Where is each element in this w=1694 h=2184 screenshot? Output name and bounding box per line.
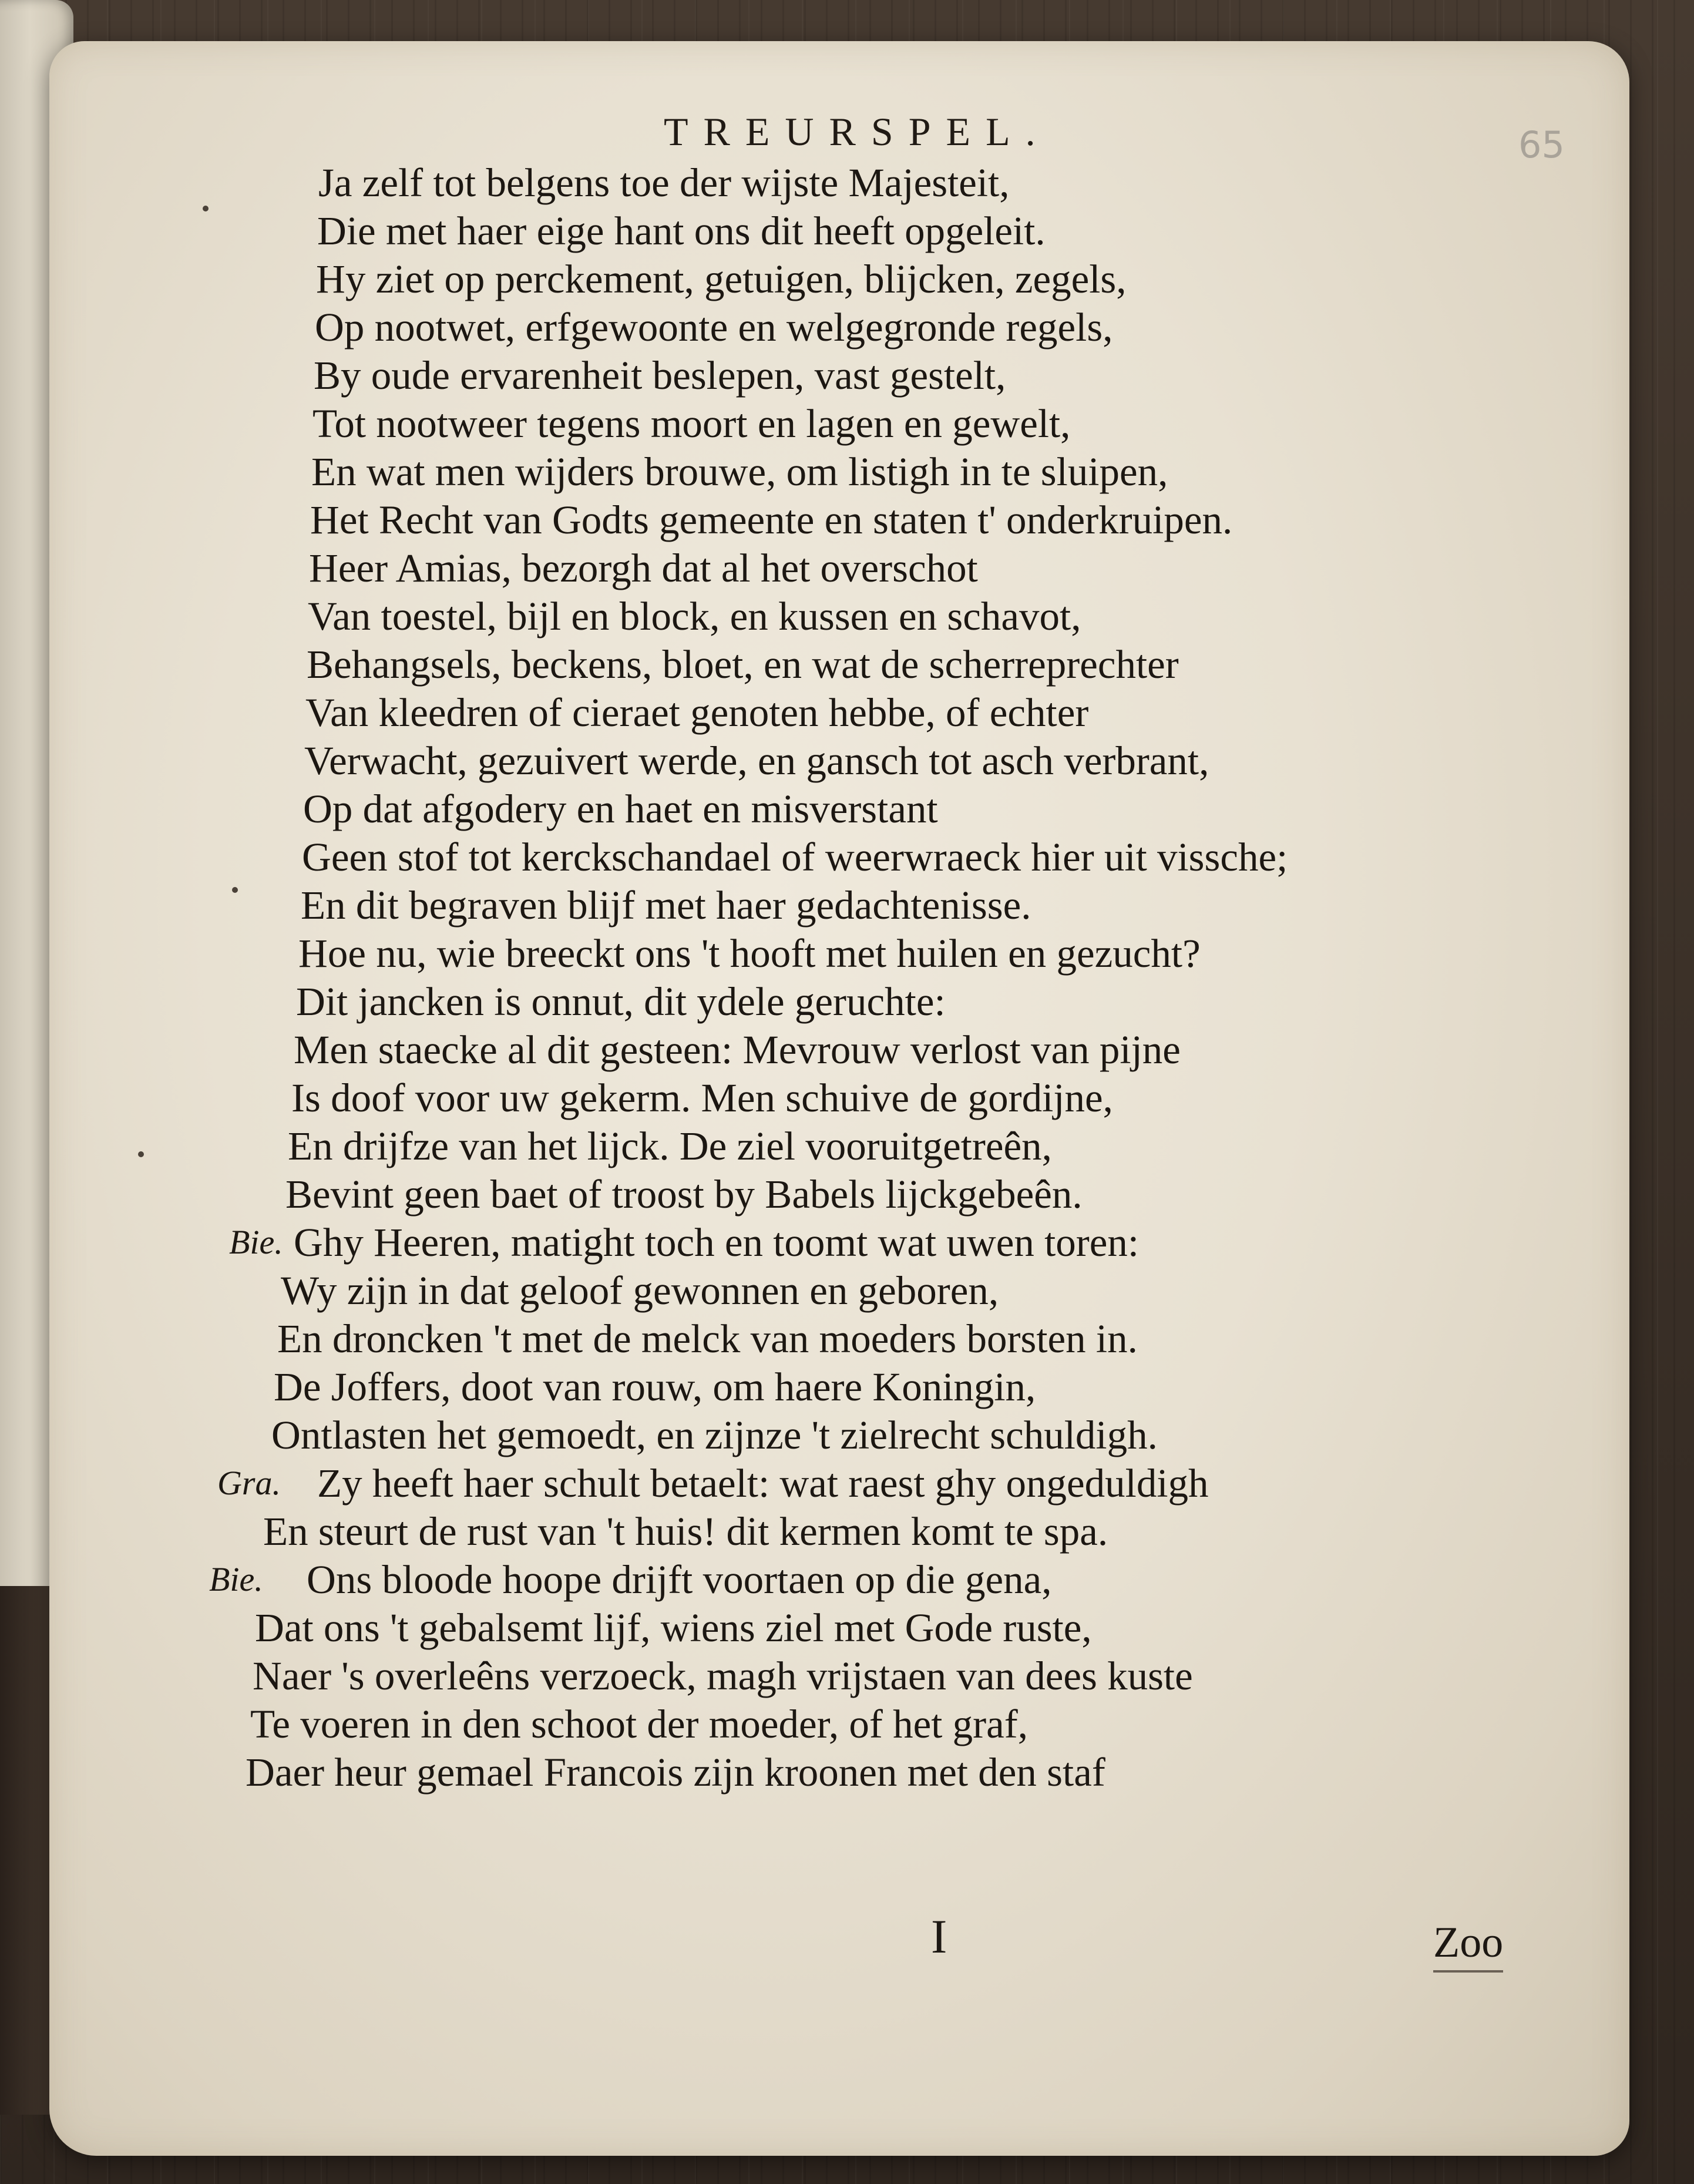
- verse-line: En drijfze van het lijck. De ziel vooruitgetreên,: [288, 1124, 1052, 1168]
- verse-line: En droncken 't met de melck van moeders borsten in.: [277, 1316, 1138, 1361]
- verse-line: Geen stof tot kerckschandael of weerwraeck hier uit vissche;: [302, 835, 1288, 879]
- verse-line: Verwacht, gezuivert werde, en gansch tot asch verbrant,: [304, 738, 1209, 783]
- verse-line: Men staecke al dit gesteen: Mevrouw verlost van pijne: [294, 1027, 1181, 1072]
- signature-mark: I: [931, 1910, 947, 1963]
- pencil-page-number: 65: [1518, 123, 1565, 166]
- verse-line: Daer heur gemael Francois zijn kroonen met den staf: [246, 1750, 1105, 1795]
- verse-line: Heer Amias, bezorgh dat al het overschot: [309, 546, 978, 590]
- verse-line: Ontlasten het gemoedt, en zijnze 't zielrecht schuldigh.: [271, 1413, 1158, 1457]
- verse-line: En dit begraven blijf met haer gedachtenisse.: [301, 883, 1031, 928]
- running-head: TREURSPEL.: [664, 109, 1051, 154]
- verse-line: Dat ons 't gebalsemt lijf, wiens ziel met Gode ruste,: [255, 1605, 1092, 1650]
- margin-spot: [203, 206, 209, 211]
- verse-line: De Joffers, doot van rouw, om haere Koningin,: [274, 1365, 1036, 1409]
- verse-line: Die met haer eige hant ons dit heeft opgeleit.: [317, 209, 1046, 253]
- verse-line: Ja zelf tot belgens toe der wijste Majesteit,: [318, 160, 1010, 205]
- verse-line: Ghy Heeren, matight toch en toomt wat uwen toren:: [294, 1220, 1140, 1265]
- verse-line: Op dat afgodery en haet en misverstant: [303, 787, 938, 831]
- verse-line: Dit jancken is onnut, dit ydele geruchte:: [296, 979, 946, 1024]
- verse-line: Ons bloode hoope drijft voortaen op die gena,: [307, 1557, 1052, 1602]
- verse-line: Zy heeft haer schult betaelt: wat raest ghy ongeduldigh: [317, 1461, 1209, 1506]
- speaker-label: Bie.: [209, 1560, 263, 1598]
- verse-line: Behangsels, beckens, bloet, en wat de scherreprechter: [307, 642, 1179, 687]
- verse-line: Bevint geen baet of troost by Babels lijckgebeên.: [285, 1172, 1083, 1217]
- verse-line: Op nootwet, erfgewoonte en welgegronde regels,: [315, 305, 1113, 350]
- verse-line: Is doof voor uw gekerm. Men schuive de gordijne,: [291, 1076, 1113, 1120]
- verse-line: Het Recht van Godts gemeente en staten t' onderkruipen.: [310, 498, 1233, 542]
- verse-line: Wy zijn in dat geloof gewonnen en geboren,: [281, 1268, 999, 1313]
- verse-line: En wat men wijders brouwe, om listigh in te sluipen,: [311, 449, 1168, 494]
- speaker-label: Bie.: [229, 1223, 283, 1261]
- margin-spot: [232, 887, 238, 893]
- verse-line: Van toestel, bijl en block, en kussen en schavot,: [308, 594, 1081, 639]
- verse-line: Te voeren in den schoot der moeder, of het graf,: [250, 1702, 1028, 1746]
- verse-line: By oude ervarenheit beslepen, vast gestelt,: [314, 353, 1006, 398]
- verse-line: Hoe nu, wie breeckt ons 't hooft met huilen en gezucht?: [298, 931, 1201, 976]
- verse-line: Van kleedren of cieraet genoten hebbe, of echter: [305, 690, 1089, 735]
- speaker-label: Gra.: [217, 1464, 281, 1502]
- verse-line: Hy ziet op perckement, getuigen, blijcken, zegels,: [316, 257, 1127, 301]
- verse-line: En steurt de rust van 't huis! dit kermen komt te spa.: [263, 1509, 1108, 1554]
- verse-text: [0, 159, 1694, 1909]
- catchword: Zoo: [1433, 1918, 1503, 1973]
- margin-spot: [138, 1151, 144, 1157]
- verse-line: Naer 's overleêns verzoeck, magh vrijstaen van dees kuste: [253, 1654, 1193, 1698]
- verse-line: Tot nootweer tegens moort en lagen en gewelt,: [312, 401, 1071, 446]
